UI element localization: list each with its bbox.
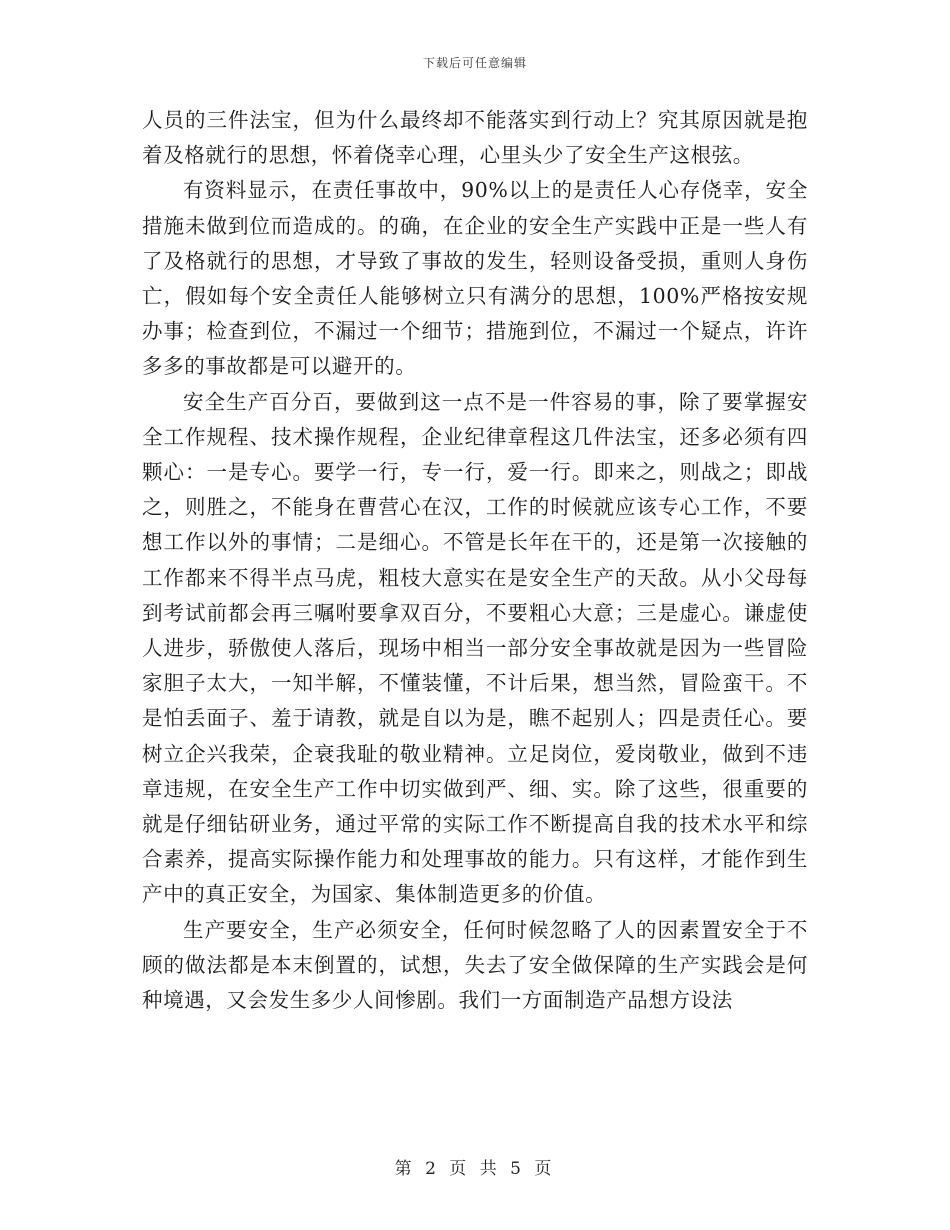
document-body xyxy=(142,103,808,1018)
paragraph-continued: 人员的三件法宝，但为什么最终却不能落实到行动上？究其原因就是抱着及格就行的思想，怀着侥幸心理，心里头少了安全生产这根弦。 xyxy=(142,108,808,168)
paragraph-four-hearts: 安全生产百分百，要做到这一点不是一件容易的事，除了要掌握安全工作规程、技术操作规程，企业纪律章程这几件法宝，还多必须有四颗心：一是专心。要学一行，专一行，爱一行。即来之，则战之；即战之，则胜之，不能身在曹营心在汉，工作的时候就应该专心工作，不要想工作以外的事情；二是细心。不管是长年在干的，还是第一次接触的工作都来不得半点马虎，粗枝大意实在是安全生产的天敌。从小父母每到考试前都会再三嘱咐要拿双百分，不要粗心大意；三是虚心。谦虚使人进步，骄傲使人落后，现场中相当一部分安全事故就是因为一些冒险家胆子太大，一知半解，不懂装懂，不计后果，想当然，冒险蛮干。不是怕丢面子、羞于请教，就是自以为是，瞧不起别人；四是责任心。要树立企兴我荣，企衰我耻的敬业精神。立足岗位，爱岗敬业，做到不违章违规，在安全生产工作中切实做到严、细、实。除了这些，很重要的就是仔细钻研业务，通过平常的实际工作不断提高自我的技术水平和综合素养，提高实际操作能力和处理事故的能力。只有这样，才能作到生产中的真正安全，为国家、集体制造更多的价值。 xyxy=(142,389,808,907)
page-header: 下载后可任意编辑 xyxy=(422,56,527,70)
paragraph-conclusion: 生产要安全，生产必须安全，任何时候忽略了人的因素置安全于不顾的做法都是本末倒置的，试想，失去了安全做保障的生产实践会是何种境遇，又会发生多少人间惨剧。我们一方面制造产品想方设法 xyxy=(142,917,808,1013)
paragraph-statistics: 有资料显示，在责任事故中，90%以上的是责任人心存侥幸，安全措施未做到位而造成的。的确，在企业的安全生产实践中正是一些人有了及格就行的思想，才导致了事故的发生，轻则设备受损，重则人身伤亡，假如每个安全责任人能够树立只有满分的思想，100%严格按安规办事；检查到位，不漏过一个细节；措施到位，不漏过一个疑点，许许多多的事故都是可以避开的。 xyxy=(142,178,809,379)
page-footer: 第 2 页 共 5 页 xyxy=(394,1159,556,1179)
